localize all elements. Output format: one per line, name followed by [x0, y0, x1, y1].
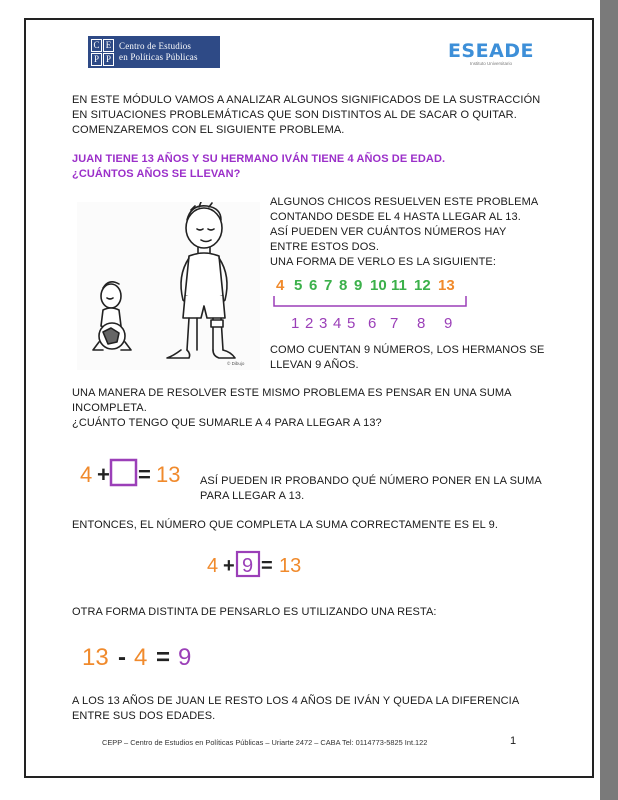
- count-line: LLEVAN 9 AÑOS.: [270, 359, 359, 371]
- then-line: ENTONCES, EL NÚMERO QUE COMPLETA LA SUMA CORRECTAMENTE ES EL 9.: [72, 519, 499, 531]
- explain-line: CONTANDO DESDE EL 4 HASTA LLEGAR AL 13.: [270, 211, 521, 223]
- completed-sum: [199, 544, 315, 584]
- problem-line: JUAN TIENE 13 AÑOS Y SU HERMANO IVÁN TIENE 4 AÑOS DE EDAD.: [72, 153, 446, 165]
- page-edge: [600, 0, 618, 800]
- eq2-answer: 9: [242, 555, 254, 577]
- number-line-graphic: [272, 270, 472, 342]
- try-line: PARA LLEGAR A 13.: [200, 490, 305, 502]
- eq2-result: 13: [279, 555, 302, 577]
- count-number: 8: [417, 315, 426, 332]
- number-middle: 12: [414, 277, 431, 294]
- eq2-a: 4: [207, 555, 219, 577]
- explain-line: ASÍ PUEDEN VER CUÁNTOS NÚMEROS HAY: [270, 226, 507, 238]
- explain-line: ALGUNOS CHICOS RESUELVEN ESTE PROBLEMA: [270, 196, 539, 208]
- count-number: 1: [291, 315, 300, 332]
- intro-paragraph: [72, 93, 540, 138]
- number-middle: 11: [391, 277, 407, 294]
- incomplete-sum: [76, 448, 194, 496]
- esade-name: ESEADE: [447, 40, 535, 62]
- count-line: COMO CUENTAN 9 NÚMEROS, LOS HERMANOS SE: [270, 344, 545, 356]
- intro-line: COMENZAREMOS CON EL SIGUIENTE PROBLEMA.: [72, 124, 345, 136]
- completed-sum-graphic: [199, 544, 315, 584]
- esade-logo: [445, 41, 537, 67]
- cepp-letter: P: [103, 53, 114, 66]
- subtraction-graphic: [76, 632, 202, 678]
- final-line: A LOS 13 AÑOS DE JUAN LE RESTO LOS 4 AÑOS DE IVÁN Y QUEDA LA DIFERENCIA: [72, 695, 520, 707]
- explain-line: ENTRE ESTOS DOS.: [270, 241, 379, 253]
- cepp-logo-text: [119, 41, 198, 63]
- brothers-illustration: [77, 202, 260, 370]
- alt-line: ¿CUÁNTO TENGO QUE SUMARLE A 4 PARA LLEGAR A 13?: [72, 417, 382, 429]
- cepp-logo-mark: [91, 39, 114, 66]
- other-line: OTRA FORMA DISTINTA DE PENSARLO ES UTILIZANDO UNA RESTA:: [72, 606, 437, 618]
- number-middle: 6: [309, 277, 318, 294]
- count-conclusion: [270, 343, 544, 373]
- eq3-minus: -: [118, 644, 126, 671]
- eq1-equals: =: [138, 462, 151, 487]
- explain-line: UNA FORMA DE VERLO ES LA SIGUIENTE:: [270, 256, 497, 268]
- final-paragraph: [72, 694, 519, 724]
- eq1-blank-box: [111, 460, 136, 485]
- cepp-logo: [88, 36, 220, 68]
- eq1-plus: +: [97, 462, 110, 487]
- alt-line: INCOMPLETA.: [72, 402, 147, 414]
- eq3-a: 13: [82, 644, 109, 671]
- page-number: 1: [510, 735, 517, 747]
- count-number: 7: [390, 315, 399, 332]
- problem-line: ¿CUÁNTOS AÑOS SE LLEVAN?: [72, 168, 241, 180]
- cepp-line1: Centro de Estudios: [119, 41, 192, 51]
- eq3-result: 9: [178, 644, 192, 671]
- explanation-paragraph: [270, 195, 538, 270]
- number-middle: 10: [370, 277, 387, 294]
- try-line: ASÍ PUEDEN IR PROBANDO QUÉ NÚMERO PONER EN LA SUMA: [200, 475, 542, 487]
- cepp-letter: E: [103, 39, 114, 52]
- try-paragraph: [200, 474, 542, 504]
- eq1-a: 4: [80, 462, 93, 487]
- count-number: 2: [305, 315, 314, 332]
- alternative-paragraph: [72, 386, 512, 431]
- number-middle: 7: [324, 277, 333, 294]
- intro-line: EN ESTE MÓDULO VAMOS A ANALIZAR ALGUNOS SIGNIFICADOS DE LA SUSTRACCIÓN: [72, 94, 541, 106]
- count-number: 5: [347, 315, 356, 332]
- number-middle: 5: [294, 277, 303, 294]
- incomplete-sum-graphic: [76, 448, 194, 496]
- number-middle: 8: [339, 277, 348, 294]
- page-footer: CEPP – Centro de Estudios en Políticas Públicas – Uriarte 2472 – CABA Tel: 0114773-5825 Int.122: [102, 738, 428, 747]
- number-middle: 9: [354, 277, 363, 294]
- eq1-result: 13: [156, 462, 181, 487]
- cepp-line2: en Políticas Públicas: [119, 52, 198, 62]
- subtraction: [76, 632, 202, 678]
- eq3-b: 4: [134, 644, 148, 671]
- number-start: 4: [276, 277, 285, 294]
- count-number: 6: [368, 315, 377, 332]
- count-number: 9: [444, 315, 453, 332]
- number-bracket: [274, 296, 466, 306]
- illustration-credit: © Dibujo: [227, 361, 245, 366]
- alt-line: UNA MANERA DE RESOLVER ESTE MISMO PROBLEMA ES PENSAR EN UNA SUMA: [72, 387, 512, 399]
- eq2-equals: =: [261, 555, 273, 577]
- esade-subtitle: Instituto Universitario: [469, 61, 513, 66]
- eq2-plus: +: [223, 555, 235, 577]
- intro-line: EN SITUACIONES PROBLEMÁTICAS QUE SON DISTINTOS AL DE SACAR O QUITAR.: [72, 109, 517, 121]
- count-number: 4: [333, 315, 342, 332]
- problem-statement: [72, 152, 445, 182]
- count-number: 3: [319, 315, 328, 332]
- eq3-equals: =: [156, 644, 171, 671]
- final-line: ENTRE SUS DOS EDADES.: [72, 710, 216, 722]
- number-end: 13: [438, 277, 455, 294]
- cepp-letter: P: [91, 53, 102, 66]
- brothers-drawing: [77, 202, 260, 370]
- cepp-letter: C: [91, 39, 102, 52]
- counting-number-line: [272, 270, 472, 342]
